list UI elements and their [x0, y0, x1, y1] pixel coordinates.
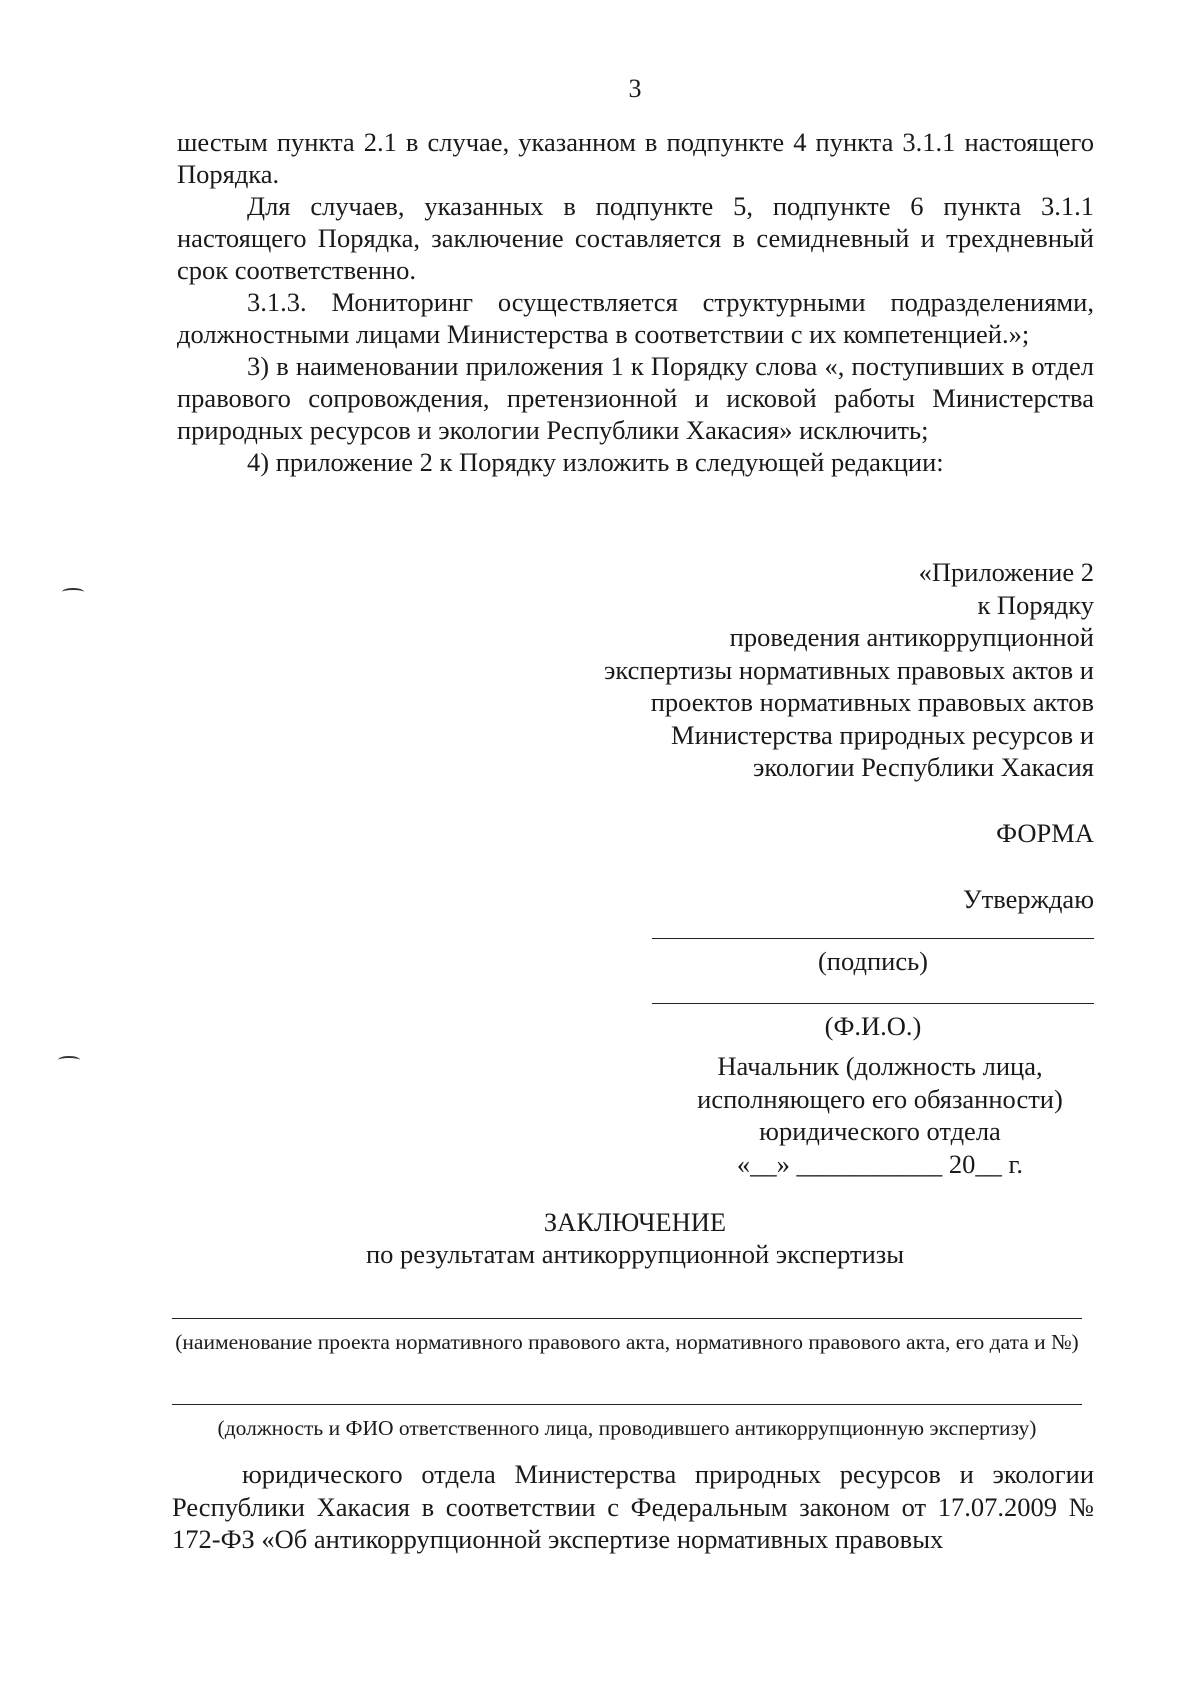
- person-line: [172, 1404, 1082, 1405]
- closing-paragraph: [172, 1458, 1094, 1556]
- appendix-line: экологии Республики Хакасия: [753, 752, 1094, 782]
- act-name-line: [172, 1318, 1082, 1319]
- signature-line: [652, 938, 1094, 939]
- fio-caption: (Ф.И.О.): [824, 1011, 922, 1041]
- signature-caption: (подпись): [817, 946, 928, 976]
- appendix-line: Министерства природных ресурсов и: [671, 719, 1094, 750]
- appendix-line: экспертизы нормативных правовых актов и: [604, 654, 1094, 685]
- appendix-line: проведения антикоррупционной: [729, 622, 1094, 652]
- paragraph: шестым пункта 2.1 в случае, указанном в подпункте 4 пункта 3.1.1 настоящего Порядка.: [177, 127, 1094, 189]
- approve-label: Утверждаю: [962, 884, 1094, 914]
- page-number: 3: [628, 74, 642, 103]
- head-line: исполняющего его обязанности): [697, 1083, 1063, 1114]
- person-caption: (должность и ФИО ответственного лица, проводившего антикоррупционную экспертизу): [217, 1416, 1037, 1440]
- signature-block: [652, 938, 1094, 1042]
- appendix-line: проектов нормативных правовых актов: [650, 687, 1094, 717]
- paragraph: Для случаев, указанных в подпункте 5, подпункте 6 пункта 3.1.1 настоящего Порядка, заключение составляется в семидневный и трехдневный срок соответственно.: [177, 191, 1094, 285]
- conclusion-heading: [0, 1206, 1200, 1270]
- appendix-line: к Порядку: [977, 589, 1094, 620]
- date-line: «__» ___________ 20__ г.: [736, 1148, 1024, 1179]
- conclusion-title: ЗАКЛЮЧЕНИЕ: [543, 1207, 727, 1237]
- act-name-caption: (наименование проекта нормативного правового акта, нормативного правового акта, его дата и №): [175, 1330, 1079, 1354]
- person-field: [172, 1404, 1082, 1442]
- act-name-field: [172, 1318, 1082, 1356]
- fio-line: [652, 1003, 1094, 1004]
- appendix-header: [540, 556, 1094, 784]
- closing-text: юридического отдела Министерства природных ресурсов и экологии Республики Хакасия в соответствии с Федеральным законом от 17.07.2009 № 172-ФЗ «Об антикоррупционной экспертизе нормативных правовых: [172, 1459, 1094, 1554]
- scan-mark-icon: [58, 1056, 80, 1064]
- form-label: ФОРМА: [996, 818, 1094, 848]
- main-text: [177, 126, 1094, 478]
- paragraph: 3) в наименовании приложения 1 к Порядку слова «, поступивших в отдел правового сопровождения, претензионной и исковой работы Министерства природных ресурсов и экологии Республики Хакасия» исключить;: [177, 351, 1094, 445]
- conclusion-subtitle: по результатам антикоррупционной экспертизы: [365, 1239, 905, 1269]
- appendix-line: «Приложение 2: [918, 557, 1094, 587]
- head-line: Начальник (должность лица,: [717, 1051, 1043, 1081]
- scan-mark-icon: [62, 588, 84, 596]
- paragraph: 3.1.3. Мониторинг осуществляется структурными подразделениями, должностными лицами Министерства в соответствии с их компетенцией.»;: [177, 287, 1094, 349]
- head-position-block: [610, 1050, 1150, 1180]
- paragraph: 4) приложение 2 к Порядку изложить в следующей редакции:: [247, 447, 944, 477]
- head-line: юридического отдела: [759, 1116, 1001, 1146]
